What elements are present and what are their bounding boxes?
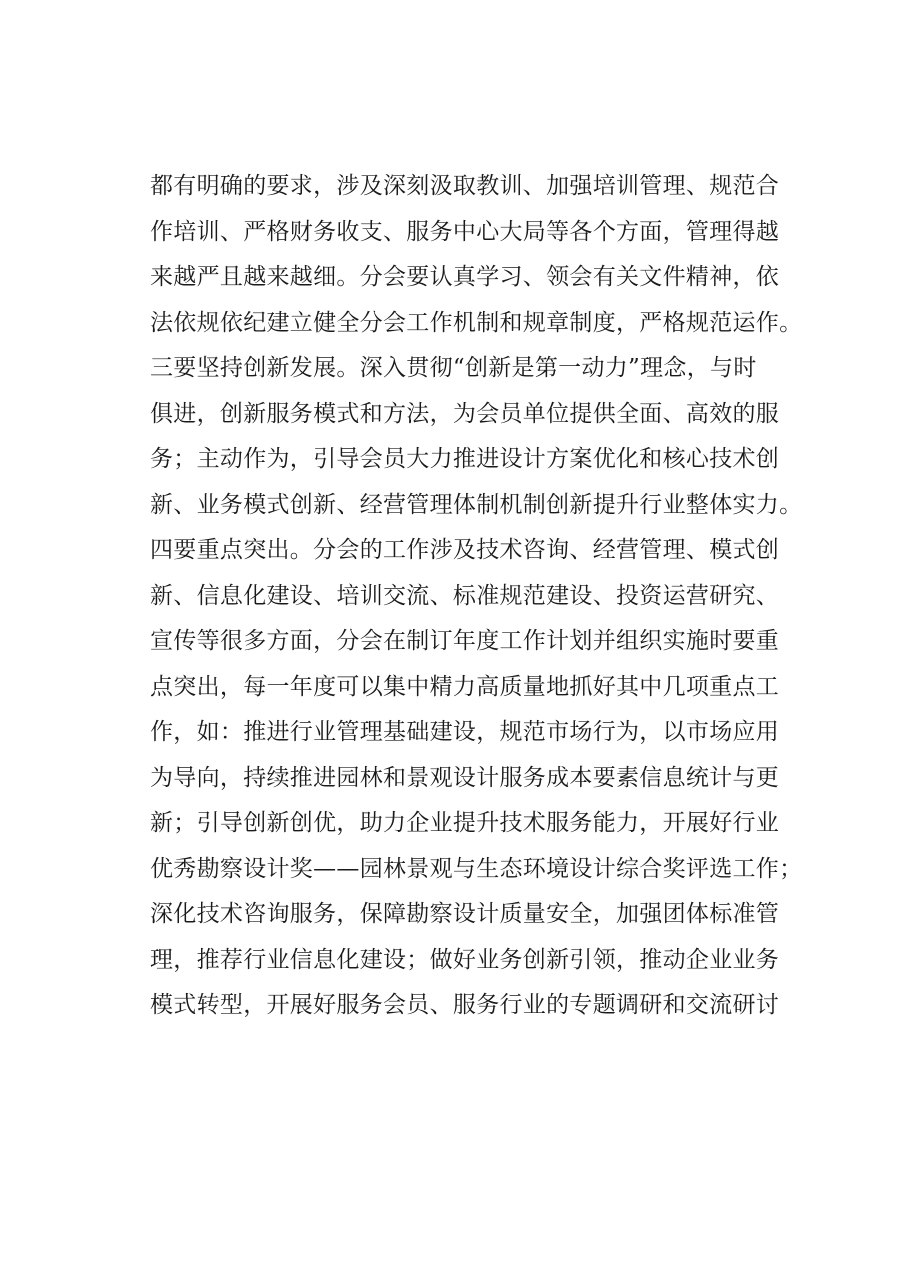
text-line: 理，推荐行业信息化建设；做好业务创新引领，推动企业业务: [150, 946, 780, 973]
text-line: 新、业务模式创新、经营管理体制机制创新提升行业整体实力。: [150, 491, 803, 518]
text-line: 模式转型，开展好服务会员、服务行业的专题调研和交流研讨: [150, 992, 780, 1018]
text-line: 新；引导创新创优，助力企业提升技术服务能力，开展好行业: [150, 810, 780, 836]
text-line: 宣传等很多方面，分会在制订年度工作计划并组织实施时要重: [150, 628, 780, 654]
text-line: 三要坚持创新发展。深入贯彻“创新是第一动力”理念，与时: [150, 355, 757, 381]
text-line: 深化技术咨询服务，保障勘察设计质量安全，加强团体标准管: [150, 901, 780, 927]
text-line: 来越严且越来越细。分会要认真学习、领会有关文件精神，依: [150, 264, 780, 290]
text-line: 四要重点突出。分会的工作涉及技术咨询、经营管理、模式创: [150, 537, 780, 563]
text-line: 作，如：推进行业管理基础建设，规范市场行为，以市场应用: [150, 719, 780, 745]
text-line: 点突出，每一年度可以集中精力高质量地抓好其中几项重点工: [150, 673, 780, 700]
text-line: 新、信息化建设、培训交流、标准规范建设、投资运营研究、: [150, 582, 780, 609]
text-line: 法依规依纪建立健全分会工作机制和规章制度，严格规范运作。: [150, 309, 803, 336]
text-line: 务；主动作为，引导会员大力推进设计方案优化和核心技术创: [150, 446, 780, 472]
text-line: 作培训、严格财务收支、服务中心大局等各个方面，管理得越: [150, 218, 780, 245]
text-line: 优秀勘察设计奖——园林景观与生态环境设计综合奖评选工作；: [150, 855, 803, 882]
text-line: 都有明确的要求，涉及深刻汲取教训、加强培训管理、规范合: [150, 173, 780, 199]
body-text: [150, 164, 803, 1029]
text-line: 为导向，持续推进园林和景观设计服务成本要素信息统计与更: [150, 764, 780, 791]
text-line: 俱进，创新服务模式和方法，为会员单位提供全面、高效的服: [150, 400, 780, 427]
